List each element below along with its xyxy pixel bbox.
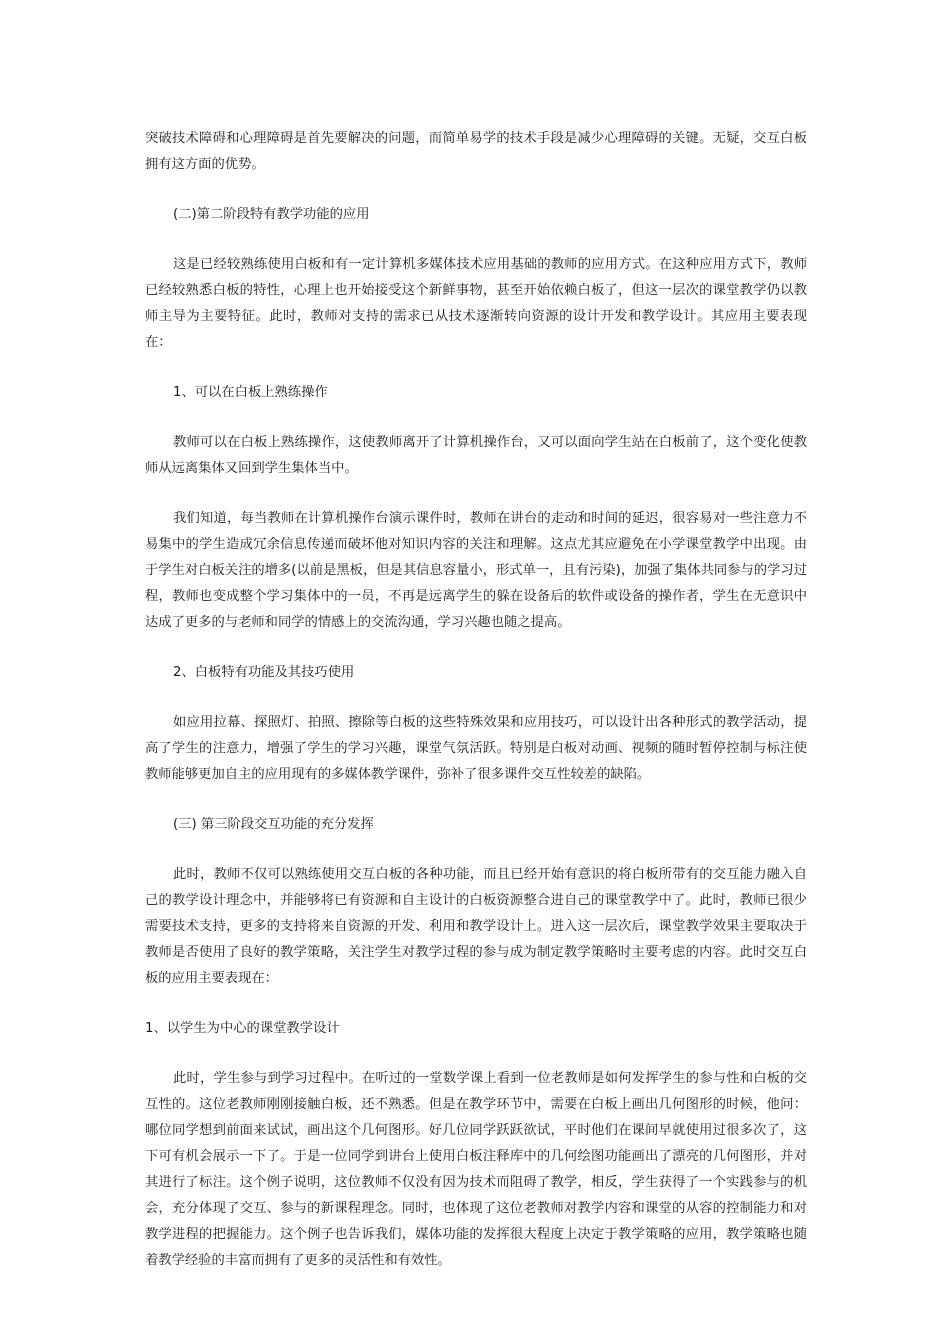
section-heading-stage-three: (三) 第三阶段交互功能的充分发挥: [173, 817, 374, 832]
paragraph-stage-two: 这是已经较熟练使用白板和有一定计算机多媒体技术应用基础的教师的应用方式。在这种应用方式下，教师已经较熟悉白板的特性，心理上也开始接受这个新鲜事物，甚至开始依赖白板了，但这一层次的课堂教学仍以教师主导为主要特征。此时，教师对支持的需求已从技术逐渐转向资源的设计开发和教学设计。其应用主要表现在：: [145, 257, 807, 350]
paragraph-student-centered: 此时，学生参与到学习过程中。在听过的一堂数学课上看到一位老教师是如何发挥学生的参与性和白板的交互性的。这位老教师刚刚接触白板，还不熟悉。但是在教学环节中，需要在白板上画出几何图形的时候，他问：哪位同学想到前面来试试，画出这个几何图形。好几位同学跃跃欲试，平时他们在课间早就使用过很多次了，这下可有机会展示一下了。于是一位同学到讲台上使用白板注释库中的几何绘图功能画出了漂亮的几何图形，并对其进行了标注。这个例子说明，这位教师不仅没有因为技术而阻碍了教学，相反，学生获得了一个实践参与的机会，充分体现了交互、参与的新课程理念。同时，也体现了这位老教师对教学内容和课堂的从容的控制能力和对教学进程的把握能力。这个例子也告诉我们，媒体功能的发挥很大程度上决定于教学策略的应用，教学策略也随着教学经验的丰富而拥有了更多的灵活性和有效性。: [145, 1071, 807, 1268]
section-heading-stage-two: (二)第二阶段特有教学功能的应用: [173, 207, 370, 222]
paragraph-skilled-operation: 教师可以在白板上熟练操作，这使教师离开了计算机操作台，又可以面向学生站在白板前了，这个变化使教师从远离集体又回到学生集体当中。: [145, 435, 807, 476]
paragraph-attention: 我们知道，每当教师在计算机操作台演示课件时，教师在讲台的走动和时间的延迟，很容易对一些注意力不易集中的学生造成冗余信息传递而破坏他对知识内容的关注和理解。这点尤其应避免在小学课堂教学中出现。由于学生对白板关注的增多(以前是黑板，但是其信息容量小，形式单一，且有污染)，加强了集体共同参与的学习过程，教师也变成整个学习集体中的一员，不再是远离学生的躲在设备后的软件或设备的操作者，学生在无意识中达成了更多的与老师和同学的情感上的交流沟通，学习兴趣也随之提高。: [145, 511, 807, 630]
subheading-student-centered: 1、以学生为中心的课堂教学设计: [145, 1021, 340, 1036]
paragraph-special-functions: 如应用拉幕、探照灯、拍照、擦除等白板的这些特殊效果和应用技巧，可以设计出各种形式的教学活动，提高了学生的注意力，增强了学生的学习兴趣，课堂气氛活跃。特别是白板对动画、视频的随时暂停控制与标注使教师能够更加自主的应用现有的多媒体教学课件，弥补了很多课件交互性较差的缺陷。: [145, 715, 807, 782]
paragraph-stage-three: 此时，教师不仅可以熟练使用交互白板的各种功能，而且已经开始有意识的将白板所带有的交互能力融入自己的教学设计理念中，并能够将已有资源和自主设计的白板资源整合进自己的课堂教学中了。此时，教师已很少需要技术支持，更多的支持将来自资源的开发、利用和教学设计上。进入这一层次后，课堂教学效果主要取决于教师是否使用了良好的教学策略，关注学生对教学过程的参与成为制定教学策略时主要考虑的内容。此时交互白板的应用主要表现在：: [145, 867, 807, 986]
subheading-skilled-operation: 1、可以在白板上熟练操作: [173, 385, 328, 400]
subheading-special-functions: 2、白板特有功能及其技巧使用: [173, 665, 355, 680]
document-page: [145, 126, 807, 1274]
paragraph-intro: 突破技术障碍和心理障碍是首先要解决的问题，而简单易学的技术手段是减少心理障碍的关键。无疑，交互白板拥有这方面的优势。: [145, 131, 807, 172]
